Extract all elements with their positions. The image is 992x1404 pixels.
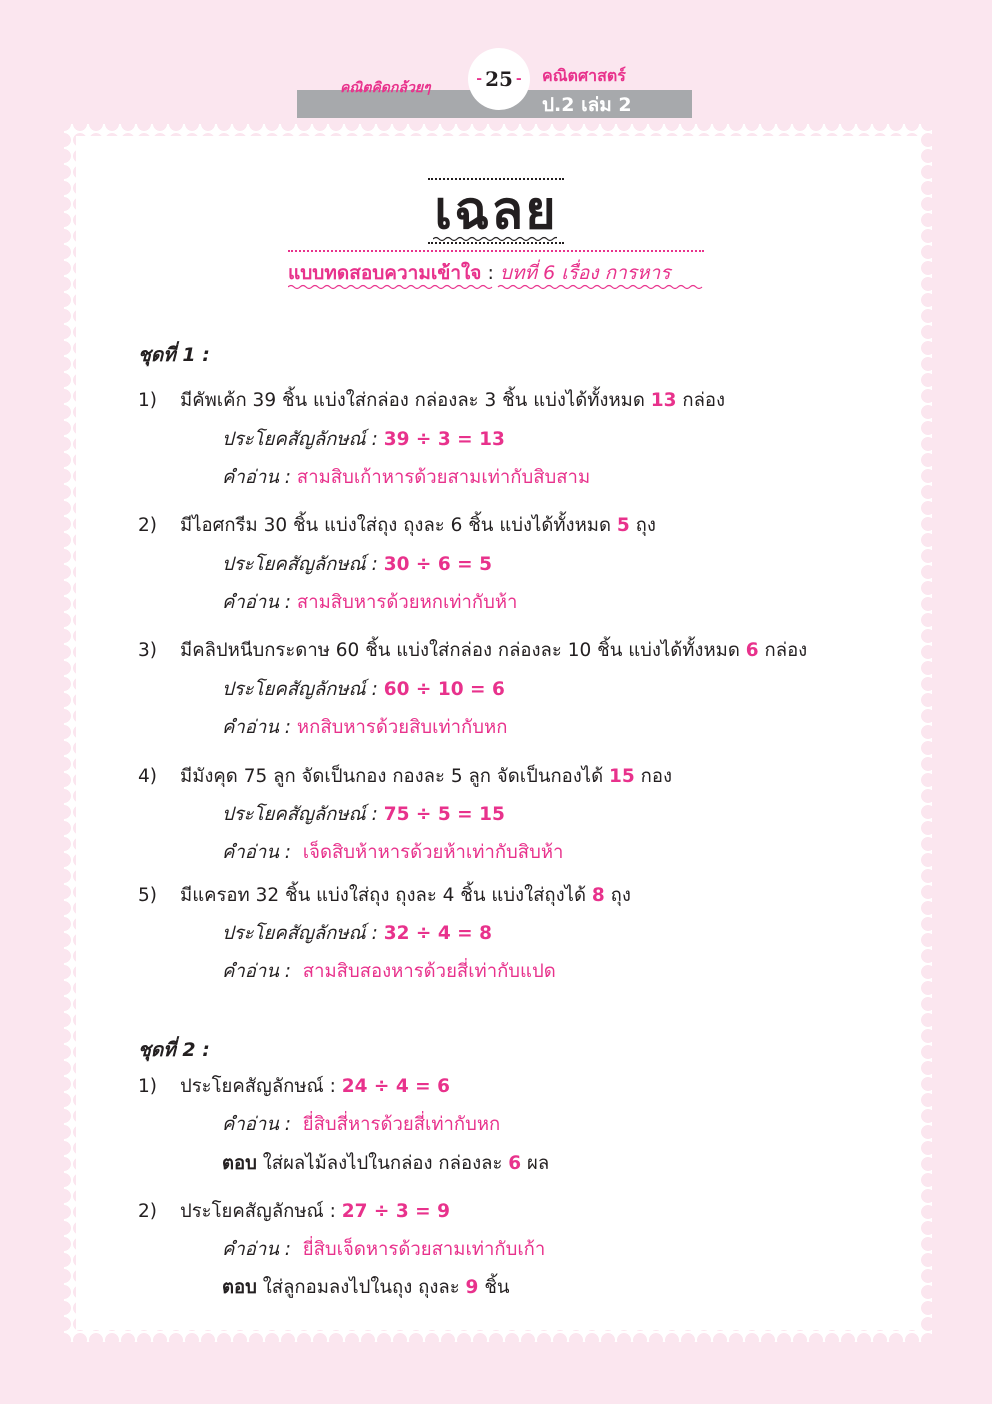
question-5-reading: คำอ่าน : สามสิบสองหารด้วยสี่เท่ากับแปด [222,961,556,982]
question-1: 1) มีคัพเค้ก 39 ชิ้น แบ่งใส่กล่อง กล่องละ 3 ชิ้น แบ่งได้ทั้งหมด 13 กล่อง [138,390,726,411]
page-number-badge: - 25 - [468,48,530,110]
page-title: เฉลย [0,178,992,244]
page-number: 25 [485,67,513,91]
question-3-sentence: ประโยคสัญลักษณ์ : 60 ÷ 10 = 6 [222,679,505,700]
set-2-question-2-reading: คำอ่าน : ยี่สิบเจ็ดหารด้วยสามเท่ากับเก้า [222,1239,546,1260]
subject-title: คณิตศาสตร์ [542,66,626,85]
book-series-title: คณิตคิดกล้วยๆ [340,80,431,96]
subtitle: แบบทดสอบความเข้าใจ : บทที่ 6 เรื่อง การหาร [288,262,671,284]
set-2-question-1-answer: ตอบ ใส่ผลไม้ลงไปในกล่อง กล่องละ 6 ผล [222,1153,550,1174]
set-2-question-2: 2) ประโยคสัญลักษณ์ : 27 ÷ 3 = 9 [138,1201,450,1222]
question-5-sentence: ประโยคสัญลักษณ์ : 32 ÷ 4 = 8 [222,923,492,944]
question-1-reading: คำอ่าน : สามสิบเก้าหารด้วยสามเท่ากับสิบสาม [222,467,591,488]
question-2-sentence: ประโยคสัญลักษณ์ : 30 ÷ 6 = 5 [222,554,492,575]
question-2-reading: คำอ่าน : สามสิบหารด้วยหกเท่ากับห้า [222,592,518,613]
question-4: 4) มีมังคุด 75 ลูก จัดเป็นกอง กองละ 5 ลูก จัดเป็นกองได้ 15 กอง [138,766,673,787]
set-2-question-1-reading: คำอ่าน : ยี่สิบสี่หารด้วยสี่เท่ากับหก [222,1114,501,1135]
question-2: 2) มีไอศกรีม 30 ชิ้น แบ่งใส่ถุง ถุงละ 6 ชิ้น แบ่งได้ทั้งหมด 5 ถุง [138,515,656,536]
question-4-sentence: ประโยคสัญลักษณ์ : 75 ÷ 5 = 15 [222,804,505,825]
set-2-heading: ชุดที่ 2 : [138,1039,210,1061]
question-5: 5) มีแครอท 32 ชิ้น แบ่งใส่ถุง ถุงละ 4 ชิ้น แบ่งใส่ถุงได้ 8 ถุง [138,885,631,906]
question-3: 3) มีคลิปหนีบกระดาษ 60 ชิ้น แบ่งใส่กล่อง กล่องละ 10 ชิ้น แบ่งได้ทั้งหมด 6 กล่อง [138,640,808,661]
question-3-reading: คำอ่าน : หกสิบหารด้วยสิบเท่ากับหก [222,717,508,738]
subtitle-wavy-underline [288,284,704,290]
set-2-question-1: 1) ประโยคสัญลักษณ์ : 24 ÷ 4 = 6 [138,1076,450,1097]
set-1-heading: ชุดที่ 1 : [138,344,210,366]
question-4-reading: คำอ่าน : เจ็ดสิบห้าหารด้วยห้าเท่ากับสิบห้า [222,842,564,863]
subtitle-dotted-line [288,250,704,252]
title-wavy-underline [433,236,557,242]
grade-label: ป.2 เล่ม 2 [542,94,632,116]
set-2-question-2-answer: ตอบ ใส่ลูกอมลงไปในถุง ถุงละ 9 ชิ้น [222,1277,510,1298]
question-1-sentence: ประโยคสัญลักษณ์ : 39 ÷ 3 = 13 [222,429,505,450]
